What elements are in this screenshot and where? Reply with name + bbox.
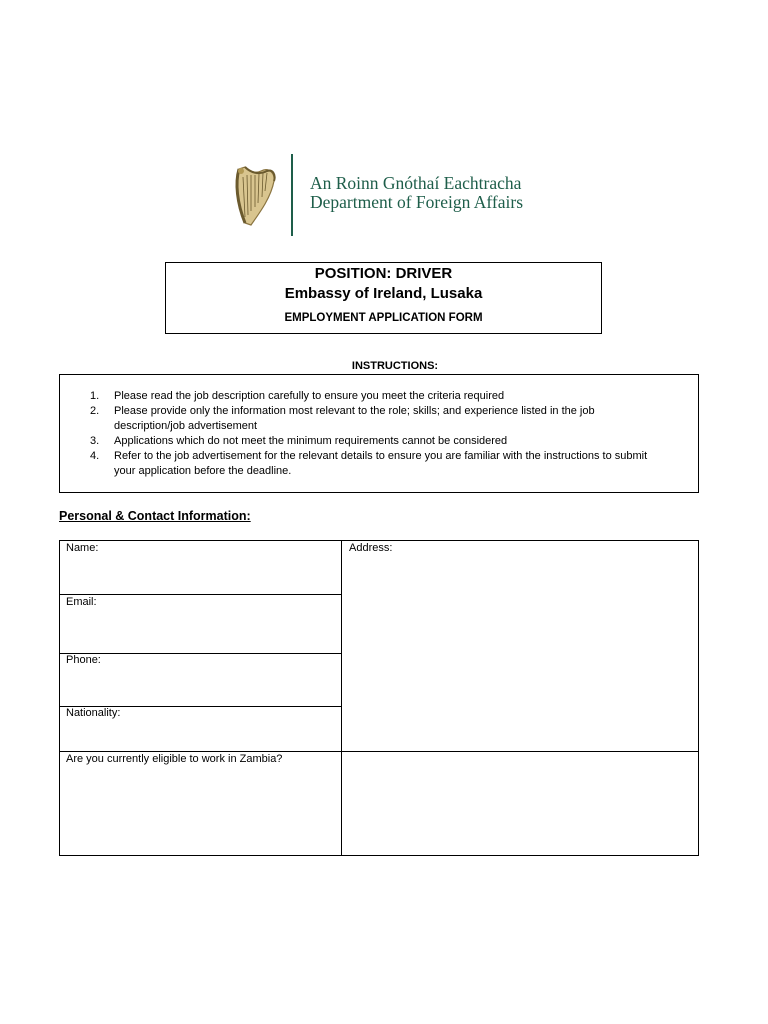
- personal-section-heading: Personal & Contact Information:: [59, 509, 251, 523]
- eligibility-answer-field[interactable]: [343, 753, 695, 853]
- title-box: [165, 262, 602, 334]
- instructions-box: [59, 374, 699, 493]
- instructions-list: [60, 389, 698, 479]
- eligibility-question: Are you currently eligible to work in Zambia?: [66, 753, 283, 765]
- personal-info-table: [59, 540, 699, 856]
- instruction-item: 3. Applications which do not meet the minimum requirements cannot be considered: [90, 435, 508, 447]
- phone-field[interactable]: Phone:: [66, 654, 101, 666]
- logo-english-name: Department of Foreign Affairs: [310, 192, 524, 212]
- location-title: Embassy of Ireland, Lusaka: [284, 285, 483, 302]
- logo-irish-name: An Roinn Gnóthaí Eachtracha: [310, 173, 522, 193]
- position-title: POSITION: DRIVER: [314, 265, 453, 282]
- name-field[interactable]: Name:: [66, 542, 99, 554]
- instruction-item: 1. Please read the job description carefully to ensure you meet the criteria required: [90, 390, 505, 402]
- address-field[interactable]: Address:: [349, 542, 393, 554]
- instruction-item: 4. Refer to the job advertisement for the relevant details to ensure you are familiar with the instructions to submit your application before the deadline.: [90, 450, 648, 477]
- form-title: EMPLOYMENT APPLICATION FORM: [284, 312, 483, 324]
- instructions-heading: INSTRUCTIONS:: [351, 360, 439, 372]
- logo-divider: [291, 154, 293, 236]
- nationality-field[interactable]: Nationality:: [66, 707, 121, 719]
- email-field[interactable]: Email:: [66, 596, 97, 608]
- instruction-item: 2. Please provide only the information most relevant to the role; skills; and experience listed in the job description/job advertisement: [90, 405, 595, 432]
- harp-icon: [231, 163, 277, 229]
